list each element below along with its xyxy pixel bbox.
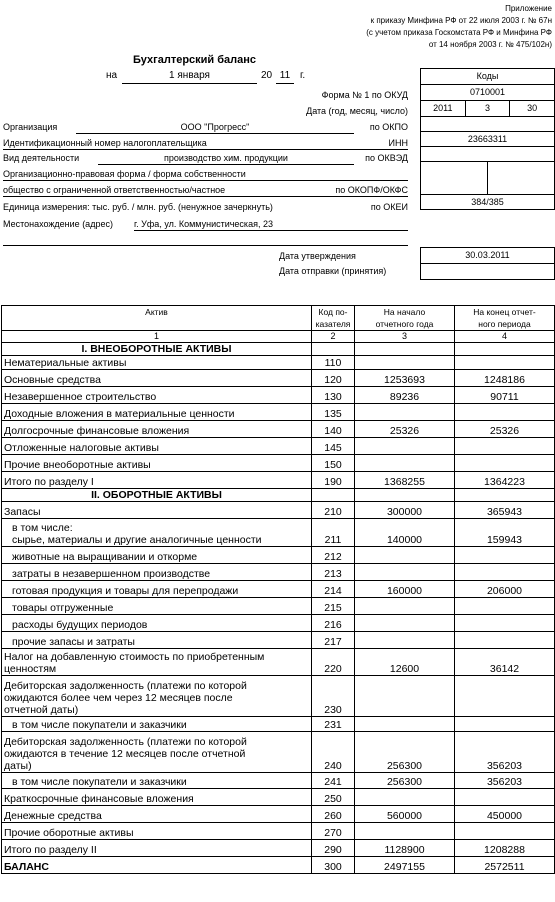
row-label: Дебиторская задолженность (платежи по которой ожидаются более чем через 12 месяцев после отчетной даты) — [2, 676, 312, 717]
date-year: 2011 — [433, 103, 453, 113]
row-start-value: 1368255 — [355, 472, 455, 489]
table-row — [2, 421, 555, 438]
approval-value: 30.03.2011 — [421, 248, 554, 264]
row-label: Нематериальные активы — [2, 356, 312, 370]
date-underline — [122, 83, 257, 84]
appendix-line: к приказу Минфина РФ от 22 июля 2003 г. № 67н — [370, 16, 552, 25]
row-code — [312, 489, 355, 502]
table-row — [2, 581, 555, 598]
table-row — [2, 519, 555, 547]
table-row — [2, 472, 555, 489]
row-code: 150 — [312, 455, 355, 472]
row-code: 250 — [312, 789, 355, 806]
row-end-value: 206000 — [455, 581, 555, 598]
okud-value: 0710001 — [421, 84, 554, 100]
table-row — [2, 857, 555, 874]
row-label: в том числе покупатели и заказчики — [2, 773, 312, 789]
table-row — [2, 649, 555, 676]
table-row — [2, 676, 555, 717]
row-end-value: 25326 — [455, 421, 555, 438]
row-start-value: 89236 — [355, 387, 455, 404]
table-row — [2, 564, 555, 581]
row-end-value: 450000 — [455, 806, 555, 823]
row-end-value: 365943 — [455, 502, 555, 519]
row-code: 260 — [312, 806, 355, 823]
row-start-value: 25326 — [355, 421, 455, 438]
address-label: Местонахождение (адрес) — [3, 219, 113, 229]
table-row — [2, 598, 555, 615]
date-prefix: на — [106, 70, 118, 81]
legal-form-label: Организационно-правовая форма / форма собственности — [3, 169, 246, 179]
row-code: 215 — [312, 598, 355, 615]
row-end-value — [455, 356, 555, 370]
row-start-value: 256300 — [355, 732, 455, 773]
table-row — [2, 502, 555, 519]
date-codes — [421, 100, 554, 116]
row-end-value — [455, 615, 555, 632]
row-end-value — [455, 632, 555, 649]
col-header-start: На начало отчетного года — [355, 306, 455, 331]
row-end-value: 159943 — [455, 519, 555, 547]
col-index: 2 — [312, 331, 355, 343]
col-header-asset: Актив — [2, 306, 312, 331]
row-label: в том числе: сырье, материалы и другие аналогичные ценности — [2, 519, 312, 547]
row-label: Прочие оборотные активы — [2, 823, 312, 840]
section-row — [2, 343, 555, 356]
row-start-value — [355, 632, 455, 649]
row-end-value — [455, 547, 555, 564]
table-row — [2, 615, 555, 632]
row-code: 241 — [312, 773, 355, 789]
okpo-label: по ОКПО — [369, 122, 408, 132]
row-start-value: 300000 — [355, 502, 455, 519]
row-code: 230 — [312, 676, 355, 717]
row-label: Основные средства — [2, 370, 312, 387]
row-label: Отложенные налоговые активы — [2, 438, 312, 455]
inn-field-label: Идентификационный номер налогоплательщика — [3, 138, 207, 148]
inn-label: ИНН — [388, 138, 408, 148]
row-label: прочие запасы и затраты — [2, 632, 312, 649]
row-label: в том числе покупатели и заказчики — [2, 717, 312, 732]
okud-label: Форма № 1 по ОКУД — [321, 90, 408, 100]
row-label: затраты в незавершенном производстве — [2, 564, 312, 581]
table-header-row — [2, 306, 555, 331]
codes-box — [420, 68, 555, 210]
row-label: Запасы — [2, 502, 312, 519]
okpo-value — [421, 116, 554, 131]
row-end-value — [455, 404, 555, 421]
okopf-value — [421, 161, 554, 194]
row-end-value — [455, 823, 555, 840]
table-body — [2, 343, 555, 874]
col-index: 4 — [455, 331, 555, 343]
col-index: 3 — [355, 331, 455, 343]
row-code: 145 — [312, 438, 355, 455]
row-end-value — [455, 489, 555, 502]
table-row — [2, 717, 555, 732]
table-row — [2, 356, 555, 370]
year-value: 11 — [279, 70, 291, 81]
row-end-value — [455, 676, 555, 717]
row-code: 210 — [312, 502, 355, 519]
row-end-value — [455, 717, 555, 732]
appendix-line: от 14 ноября 2003 г. № 475/102н) — [428, 40, 552, 49]
appendix-note — [366, 3, 552, 51]
row-end-value: 356203 — [455, 773, 555, 789]
row-code: 290 — [312, 840, 355, 857]
row-label: Доходные вложения в материальные ценности — [2, 404, 312, 421]
table-row — [2, 632, 555, 649]
row-code: 110 — [312, 356, 355, 370]
row-label: Краткосрочные финансовые вложения — [2, 789, 312, 806]
row-code: 130 — [312, 387, 355, 404]
row-label: расходы будущих периодов — [2, 615, 312, 632]
okei-value: 384/385 — [421, 194, 554, 209]
table-row — [2, 806, 555, 823]
row-start-value: 560000 — [355, 806, 455, 823]
row-end-value: 356203 — [455, 732, 555, 773]
row-start-value — [355, 404, 455, 421]
row-start-value: 256300 — [355, 773, 455, 789]
row-code — [312, 343, 355, 356]
row-label: животные на выращивании и откорме — [2, 547, 312, 564]
row-label: товары отгруженные — [2, 598, 312, 615]
table-row — [2, 773, 555, 789]
col-header-end: На конец отчет- ного периода — [455, 306, 555, 331]
row-end-value — [455, 789, 555, 806]
row-end-value — [455, 455, 555, 472]
table-row — [2, 438, 555, 455]
year-underline — [276, 83, 294, 84]
row-start-value — [355, 598, 455, 615]
row-start-value — [355, 489, 455, 502]
row-end-value — [455, 564, 555, 581]
year-prefix: 20 — [261, 70, 273, 81]
row-code: 216 — [312, 615, 355, 632]
activity-underline — [98, 164, 354, 165]
row-start-value — [355, 356, 455, 370]
row-code: 135 — [312, 404, 355, 421]
table-row — [2, 840, 555, 857]
row-end-value — [455, 438, 555, 455]
year-suffix: г. — [300, 70, 306, 81]
okfs-cell — [487, 162, 554, 194]
inn-underline — [3, 149, 408, 150]
row-code: 231 — [312, 717, 355, 732]
row-label: Дебиторская задолженность (платежи по которой ожидаются в течение 12 месяцев после отчетной даты) — [2, 732, 312, 773]
legal-form-value: общество с ограниченной ответственностью/частное — [3, 185, 226, 195]
row-code: 270 — [312, 823, 355, 840]
address-value: г. Уфа, ул. Коммунистическая, 23 — [134, 219, 273, 229]
col-index: 1 — [2, 331, 312, 343]
col-header-code: Код по- казателя — [312, 306, 355, 331]
address-underline-2 — [3, 245, 408, 246]
approval-box — [420, 247, 555, 280]
table-index-row — [2, 331, 555, 343]
row-code: 217 — [312, 632, 355, 649]
row-start-value: 160000 — [355, 581, 455, 598]
table-row — [2, 387, 555, 404]
org-underline — [76, 133, 354, 134]
section-row — [2, 489, 555, 502]
row-label: БАЛАНС — [2, 857, 312, 874]
activity-label: Вид деятельности — [3, 153, 80, 163]
row-label: Долгосрочные финансовые вложения — [2, 421, 312, 438]
row-label: Незавершенное строительство — [2, 387, 312, 404]
legal-form-underline-1 — [3, 180, 408, 181]
row-end-value: 36142 — [455, 649, 555, 676]
row-label: I. ВНЕОБОРОТНЫЕ АКТИВЫ — [2, 343, 312, 356]
row-start-value — [355, 676, 455, 717]
date-label: Дата (год, месяц, число) — [306, 106, 408, 116]
sent-label: Дата отправки (принятия) — [279, 266, 387, 276]
row-start-value — [355, 343, 455, 356]
row-label: Налог на добавленную стоимость по приобретенным ценностям — [2, 649, 312, 676]
table-row — [2, 789, 555, 806]
row-code: 300 — [312, 857, 355, 874]
unit-label: Единица измерения: тыс. руб. / млн. руб. (ненужное зачеркнуть) — [3, 202, 273, 212]
row-label: готовая продукция и товары для перепродажи — [2, 581, 312, 598]
date-value: 1 января — [169, 70, 210, 81]
okved-value — [421, 146, 554, 161]
row-code: 220 — [312, 649, 355, 676]
row-code: 211 — [312, 519, 355, 547]
row-code: 213 — [312, 564, 355, 581]
row-code: 214 — [312, 581, 355, 598]
org-label: Организация — [3, 122, 58, 132]
okopf-cell — [421, 162, 487, 194]
row-start-value: 1128900 — [355, 840, 455, 857]
row-start-value: 1253693 — [355, 370, 455, 387]
row-start-value — [355, 717, 455, 732]
okved-label: по ОКВЭД — [365, 153, 408, 163]
row-code: 212 — [312, 547, 355, 564]
row-end-value: 1248186 — [455, 370, 555, 387]
okei-label: по ОКЕИ — [370, 202, 408, 212]
row-label: II. ОБОРОТНЫЕ АКТИВЫ — [2, 489, 312, 502]
legal-form-underline-2 — [3, 196, 408, 197]
row-code: 120 — [312, 370, 355, 387]
table-row — [2, 547, 555, 564]
date-month: 3 — [465, 101, 510, 116]
row-end-value: 1364223 — [455, 472, 555, 489]
org-value: ООО "Прогресс" — [180, 122, 250, 132]
row-start-value — [355, 564, 455, 581]
row-start-value — [355, 547, 455, 564]
row-start-value: 140000 — [355, 519, 455, 547]
row-end-value: 2572511 — [455, 857, 555, 874]
inn-value: 23663311 — [421, 131, 554, 146]
row-end-value — [455, 598, 555, 615]
okopf-label: по ОКОПФ/ОКФС — [335, 185, 408, 195]
page-title: Бухгалтерский баланс — [133, 54, 257, 66]
table-row — [2, 370, 555, 387]
balance-table — [1, 305, 555, 874]
row-start-value — [355, 455, 455, 472]
appendix-line: (с учетом приказа Госкомстата РФ и Минфина РФ — [366, 28, 552, 37]
row-label: Денежные средства — [2, 806, 312, 823]
row-start-value: 12600 — [355, 649, 455, 676]
row-code: 190 — [312, 472, 355, 489]
row-code: 140 — [312, 421, 355, 438]
row-label: Итого по разделу II — [2, 840, 312, 857]
row-end-value: 1208288 — [455, 840, 555, 857]
table-row — [2, 404, 555, 421]
row-label: Итого по разделу I — [2, 472, 312, 489]
row-start-value — [355, 789, 455, 806]
table-row — [2, 823, 555, 840]
table-row — [2, 455, 555, 472]
row-start-value — [355, 438, 455, 455]
sent-value — [421, 264, 554, 279]
row-end-value: 90711 — [455, 387, 555, 404]
row-code: 240 — [312, 732, 355, 773]
codes-header: Коды — [476, 71, 499, 81]
date-day: 30 — [509, 101, 554, 116]
appendix-line: Приложение — [505, 4, 552, 13]
row-end-value — [455, 343, 555, 356]
approval-label: Дата утверждения — [279, 251, 356, 261]
table-row — [2, 732, 555, 773]
row-label: Прочие внеоборотные активы — [2, 455, 312, 472]
activity-value: производство хим. продукции — [164, 153, 288, 163]
address-underline — [134, 230, 408, 231]
row-start-value — [355, 615, 455, 632]
row-start-value — [355, 823, 455, 840]
row-start-value: 2497155 — [355, 857, 455, 874]
